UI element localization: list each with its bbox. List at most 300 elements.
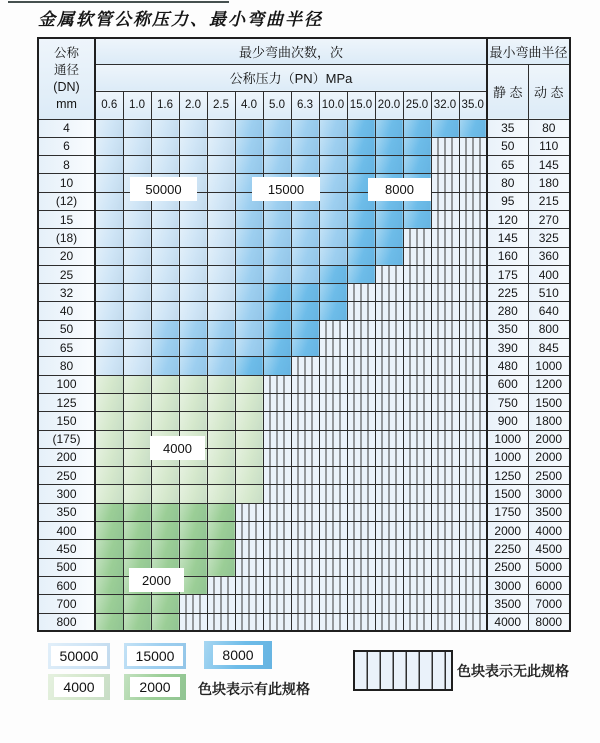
dn-header-line: 通径 [53, 62, 79, 77]
cell-no-spec [403, 229, 431, 247]
cell-15000-band [291, 229, 319, 247]
cell-50000-band [95, 302, 123, 320]
dn-cell: 8 [38, 156, 95, 174]
cell-no-spec [263, 613, 291, 631]
static-radius-cell: 2250 [487, 540, 528, 558]
cell-8000-band [347, 229, 375, 247]
static-radius-cell: 3000 [487, 576, 528, 594]
cell-15000-band [235, 247, 263, 265]
cell-4000-band [235, 375, 263, 393]
dn-cell: (18) [38, 229, 95, 247]
cell-no-spec [291, 430, 319, 448]
cell-no-spec [263, 393, 291, 411]
cell-no-spec [459, 467, 487, 485]
cell-no-spec [459, 430, 487, 448]
cell-no-spec [291, 595, 319, 613]
dn-cell: 200 [38, 448, 95, 466]
top-rule [8, 1, 229, 3]
cell-4000-band [123, 448, 151, 466]
cell-no-spec [431, 284, 459, 302]
dn-cell: 100 [38, 375, 95, 393]
cell-no-spec [431, 522, 459, 540]
cell-no-spec [375, 302, 403, 320]
cell-50000-band [95, 357, 123, 375]
dynamic-radius-cell: 8000 [528, 613, 570, 631]
cell-no-spec [347, 357, 375, 375]
cell-no-spec [403, 302, 431, 320]
cell-15000-band [263, 156, 291, 174]
cell-8000-band [263, 320, 291, 338]
cell-no-spec [319, 540, 347, 558]
cell-2000-band [151, 595, 179, 613]
dn-cell: 65 [38, 339, 95, 357]
cell-4000-band [95, 485, 123, 503]
cell-no-spec [403, 485, 431, 503]
cell-no-spec [319, 412, 347, 430]
cell-no-spec [431, 430, 459, 448]
cell-no-spec [263, 576, 291, 594]
cell-no-spec [375, 576, 403, 594]
cell-no-spec [403, 265, 431, 283]
cell-15000-band [319, 156, 347, 174]
cell-no-spec [459, 339, 487, 357]
static-radius-cell: 2500 [487, 558, 528, 576]
cell-50000-band [179, 265, 207, 283]
cell-no-spec [347, 430, 375, 448]
cell-no-spec [235, 540, 263, 558]
cell-no-spec [347, 412, 375, 430]
pressure-col-header: 20.0 [375, 91, 403, 119]
legend-unavailable-note: 色块表示无此规格 [457, 663, 569, 679]
cell-50000-band [95, 265, 123, 283]
cell-15000-band [263, 119, 291, 137]
cell-no-spec [403, 540, 431, 558]
cell-15000-band [291, 119, 319, 137]
static-radius-cell: 2000 [487, 522, 528, 540]
pressure-col-header: 0.6 [95, 91, 123, 119]
cell-15000-band [179, 320, 207, 338]
cell-50000-band [151, 247, 179, 265]
cell-50000-band [123, 320, 151, 338]
cell-no-spec [347, 302, 375, 320]
dynamic-radius-cell: 325 [528, 229, 570, 247]
dn-cell: 350 [38, 503, 95, 521]
cell-no-spec [207, 576, 235, 594]
cell-no-spec [291, 393, 319, 411]
dn-cell: 25 [38, 265, 95, 283]
cell-no-spec [403, 448, 431, 466]
cell-15000-band [235, 302, 263, 320]
cell-no-spec [459, 156, 487, 174]
cell-no-spec [403, 503, 431, 521]
cell-4000-band [95, 448, 123, 466]
table-row [38, 320, 570, 338]
cell-no-spec [263, 467, 291, 485]
cell-50000-band [207, 210, 235, 228]
cell-no-spec [431, 540, 459, 558]
cell-4000-band [151, 375, 179, 393]
static-radius-cell: 145 [487, 229, 528, 247]
cell-no-spec [375, 522, 403, 540]
legend-hatch-swatch [353, 650, 453, 691]
dynamic-radius-cell: 1500 [528, 393, 570, 411]
cell-8000-band [319, 265, 347, 283]
data-table [37, 37, 571, 632]
cell-4000-band [207, 485, 235, 503]
static-radius-cell: 1250 [487, 467, 528, 485]
cell-50000-band [123, 247, 151, 265]
dynamic-radius-cell: 1000 [528, 357, 570, 375]
dn-cell: 800 [38, 613, 95, 631]
pressure-col-header: 15.0 [347, 91, 375, 119]
cell-no-spec [431, 339, 459, 357]
cell-no-spec [291, 522, 319, 540]
table-row [38, 229, 570, 247]
cell-4000-band [207, 412, 235, 430]
cell-no-spec [207, 613, 235, 631]
cell-8000-band [291, 284, 319, 302]
cell-50000-band [95, 229, 123, 247]
cell-no-spec [431, 595, 459, 613]
dynamic-column-header: 动 态 [528, 64, 570, 119]
cell-no-spec [459, 576, 487, 594]
cell-50000-band [179, 229, 207, 247]
cell-no-spec [459, 613, 487, 631]
cell-2000-band [95, 595, 123, 613]
dn-cell: 32 [38, 284, 95, 302]
table-row [38, 375, 570, 393]
dynamic-radius-cell: 640 [528, 302, 570, 320]
dn-header-line: mm [56, 96, 77, 111]
table-row [38, 576, 570, 594]
dn-cell: 20 [38, 247, 95, 265]
table-row [38, 558, 570, 576]
static-radius-cell: 175 [487, 265, 528, 283]
dn-cell: 40 [38, 302, 95, 320]
cell-8000-band [263, 284, 291, 302]
cell-no-spec [235, 595, 263, 613]
cell-50000-band [123, 156, 151, 174]
cell-no-spec [403, 522, 431, 540]
cell-50000-band [95, 192, 123, 210]
cell-15000-band [291, 247, 319, 265]
cell-no-spec [263, 412, 291, 430]
table-row [38, 156, 570, 174]
bend-cycles-header: 最少弯曲次数，次 [95, 38, 487, 64]
cell-15000-band [291, 137, 319, 155]
cell-no-spec [431, 412, 459, 430]
cell-8000-band [459, 119, 487, 137]
pressure-col-header: 2.0 [179, 91, 207, 119]
dynamic-radius-cell: 400 [528, 265, 570, 283]
cell-15000-band [151, 320, 179, 338]
cell-50000-band [207, 174, 235, 192]
cell-8000-band [403, 156, 431, 174]
dynamic-radius-cell: 2000 [528, 448, 570, 466]
cell-8000-band [375, 137, 403, 155]
cell-50000-band [123, 229, 151, 247]
cell-no-spec [263, 375, 291, 393]
table-row [38, 448, 570, 466]
cell-4000-band [95, 393, 123, 411]
static-radius-cell: 480 [487, 357, 528, 375]
cell-no-spec [431, 467, 459, 485]
cell-no-spec [403, 430, 431, 448]
cell-15000-band [235, 284, 263, 302]
cell-no-spec [431, 320, 459, 338]
dn-cell: 15 [38, 210, 95, 228]
cell-15000-band [319, 229, 347, 247]
dynamic-radius-cell: 270 [528, 210, 570, 228]
cell-15000-band [151, 357, 179, 375]
cell-8000-band [403, 210, 431, 228]
cell-no-spec [347, 393, 375, 411]
dn-cell: 400 [38, 522, 95, 540]
cell-no-spec [431, 174, 459, 192]
static-column-header: 静 态 [487, 64, 528, 119]
cell-50000-band [179, 302, 207, 320]
cell-4000-band [123, 430, 151, 448]
static-radius-cell: 120 [487, 210, 528, 228]
cell-50000-band [179, 210, 207, 228]
cell-no-spec [207, 595, 235, 613]
cell-no-spec [403, 595, 431, 613]
dn-cell: (12) [38, 192, 95, 210]
cell-no-spec [263, 540, 291, 558]
cell-2000-band [95, 613, 123, 631]
cell-no-spec [375, 540, 403, 558]
radius-header: 最小弯曲半径 [487, 38, 570, 64]
cell-50000-band [95, 210, 123, 228]
cell-no-spec [347, 540, 375, 558]
table-row [38, 119, 570, 137]
cell-8000-band [347, 156, 375, 174]
pressure-header: 公称压力（PN）MPa [95, 64, 487, 91]
cell-no-spec [403, 467, 431, 485]
cell-no-spec [459, 522, 487, 540]
legend-swatch-2000 [124, 674, 186, 700]
cell-4000-band [179, 467, 207, 485]
cell-8000-band [347, 210, 375, 228]
cell-4000-band [151, 467, 179, 485]
cell-8000-band [291, 320, 319, 338]
cell-50000-band [179, 284, 207, 302]
cell-2000-band [95, 503, 123, 521]
dynamic-radius-cell: 4000 [528, 522, 570, 540]
cell-50000-band [151, 265, 179, 283]
cell-4000-band [179, 375, 207, 393]
cell-4000-band [95, 467, 123, 485]
cell-50000-band [151, 137, 179, 155]
table-row [38, 210, 570, 228]
cell-8000-band [375, 156, 403, 174]
static-radius-cell: 3500 [487, 595, 528, 613]
cell-no-spec [459, 284, 487, 302]
cell-50000-band [95, 284, 123, 302]
static-radius-cell: 1000 [487, 430, 528, 448]
cell-50000-band [179, 119, 207, 137]
cell-50000-band [123, 265, 151, 283]
cell-no-spec [235, 576, 263, 594]
cell-15000-band [179, 339, 207, 357]
cell-no-spec [291, 558, 319, 576]
cell-no-spec [347, 448, 375, 466]
cell-no-spec [291, 412, 319, 430]
cell-no-spec [459, 320, 487, 338]
cell-no-spec [263, 485, 291, 503]
cell-15000-band [151, 339, 179, 357]
band-label-4000: 4000 [150, 436, 205, 460]
cell-4000-band [151, 393, 179, 411]
cell-no-spec [403, 357, 431, 375]
cell-no-spec [291, 375, 319, 393]
cell-no-spec [319, 558, 347, 576]
cell-no-spec [459, 503, 487, 521]
cell-50000-band [151, 302, 179, 320]
band-label-2000: 2000 [129, 568, 184, 592]
cell-2000-band [123, 595, 151, 613]
dynamic-radius-cell: 215 [528, 192, 570, 210]
cell-8000-band [375, 229, 403, 247]
cell-4000-band [95, 412, 123, 430]
cell-8000-band [263, 339, 291, 357]
cell-no-spec [431, 375, 459, 393]
dynamic-radius-cell: 110 [528, 137, 570, 155]
cell-15000-band [207, 357, 235, 375]
dn-cell: (175) [38, 430, 95, 448]
cell-15000-band [319, 137, 347, 155]
cell-15000-band [235, 119, 263, 137]
cell-2000-band [123, 613, 151, 631]
cell-no-spec [431, 448, 459, 466]
static-radius-cell: 1500 [487, 485, 528, 503]
cell-8000-band [263, 302, 291, 320]
table-row [38, 485, 570, 503]
table-row [38, 522, 570, 540]
table-row [38, 412, 570, 430]
dynamic-radius-cell: 1200 [528, 375, 570, 393]
pressure-col-header: 4.0 [235, 91, 263, 119]
cell-no-spec [291, 503, 319, 521]
static-radius-cell: 900 [487, 412, 528, 430]
cell-8000-band [235, 357, 263, 375]
cell-no-spec [347, 503, 375, 521]
cell-15000-band [291, 156, 319, 174]
cell-50000-band [123, 119, 151, 137]
cell-no-spec [319, 595, 347, 613]
cell-no-spec [403, 284, 431, 302]
cell-4000-band [235, 467, 263, 485]
cell-no-spec [459, 210, 487, 228]
cell-8000-band [403, 137, 431, 155]
cell-no-spec [375, 467, 403, 485]
static-radius-cell: 160 [487, 247, 528, 265]
cell-4000-band [207, 430, 235, 448]
cell-no-spec [263, 558, 291, 576]
cell-no-spec [431, 156, 459, 174]
cell-2000-band [95, 576, 123, 594]
cell-no-spec [375, 412, 403, 430]
cell-no-spec [291, 576, 319, 594]
cell-4000-band [179, 393, 207, 411]
table-row [38, 503, 570, 521]
cell-2000-band [207, 503, 235, 521]
cell-no-spec [403, 339, 431, 357]
page-title: 金属软管公称压力、最小弯曲半径 [38, 10, 323, 30]
cell-no-spec [375, 595, 403, 613]
dynamic-radius-cell: 3500 [528, 503, 570, 521]
cell-50000-band [95, 339, 123, 357]
table-row [38, 613, 570, 631]
table-row [38, 467, 570, 485]
cell-no-spec [431, 210, 459, 228]
cell-4000-band [123, 375, 151, 393]
static-radius-cell: 350 [487, 320, 528, 338]
cell-2000-band [123, 540, 151, 558]
dynamic-radius-cell: 3000 [528, 485, 570, 503]
cell-50000-band [207, 229, 235, 247]
cell-no-spec [179, 595, 207, 613]
dn-cell: 10 [38, 174, 95, 192]
cell-2000-band [151, 522, 179, 540]
cell-no-spec [431, 265, 459, 283]
cell-2000-band [179, 503, 207, 521]
cell-50000-band [123, 284, 151, 302]
table-row [38, 595, 570, 613]
cell-8000-band [263, 357, 291, 375]
cell-no-spec [263, 448, 291, 466]
cell-4000-band [179, 485, 207, 503]
cell-no-spec [403, 375, 431, 393]
cell-15000-band [235, 137, 263, 155]
static-radius-cell: 35 [487, 119, 528, 137]
pressure-col-header: 35.0 [459, 91, 487, 119]
cell-no-spec [431, 503, 459, 521]
cell-no-spec [347, 339, 375, 357]
cell-no-spec [375, 393, 403, 411]
cell-no-spec [375, 430, 403, 448]
table-row [38, 265, 570, 283]
cell-4000-band [207, 375, 235, 393]
cell-50000-band [95, 119, 123, 137]
cell-no-spec [431, 357, 459, 375]
cell-8000-band [375, 210, 403, 228]
cell-no-spec [431, 393, 459, 411]
pressure-col-header: 6.3 [291, 91, 319, 119]
legend-swatch-50000 [48, 643, 110, 669]
static-radius-cell: 65 [487, 156, 528, 174]
cell-15000-band [235, 210, 263, 228]
cell-50000-band [151, 284, 179, 302]
static-radius-cell: 80 [487, 174, 528, 192]
dn-header-line: (DN) [53, 79, 80, 94]
cell-8000-band [375, 119, 403, 137]
cell-no-spec [459, 375, 487, 393]
cell-15000-band [319, 174, 347, 192]
cell-15000-band [291, 210, 319, 228]
cell-15000-band [319, 192, 347, 210]
cell-15000-band [179, 357, 207, 375]
cell-no-spec [319, 576, 347, 594]
cell-no-spec [347, 558, 375, 576]
cell-4000-band [95, 375, 123, 393]
cell-50000-band [207, 192, 235, 210]
static-radius-cell: 225 [487, 284, 528, 302]
static-radius-cell: 50 [487, 137, 528, 155]
table-row [38, 393, 570, 411]
table-row [38, 540, 570, 558]
cell-no-spec [291, 357, 319, 375]
